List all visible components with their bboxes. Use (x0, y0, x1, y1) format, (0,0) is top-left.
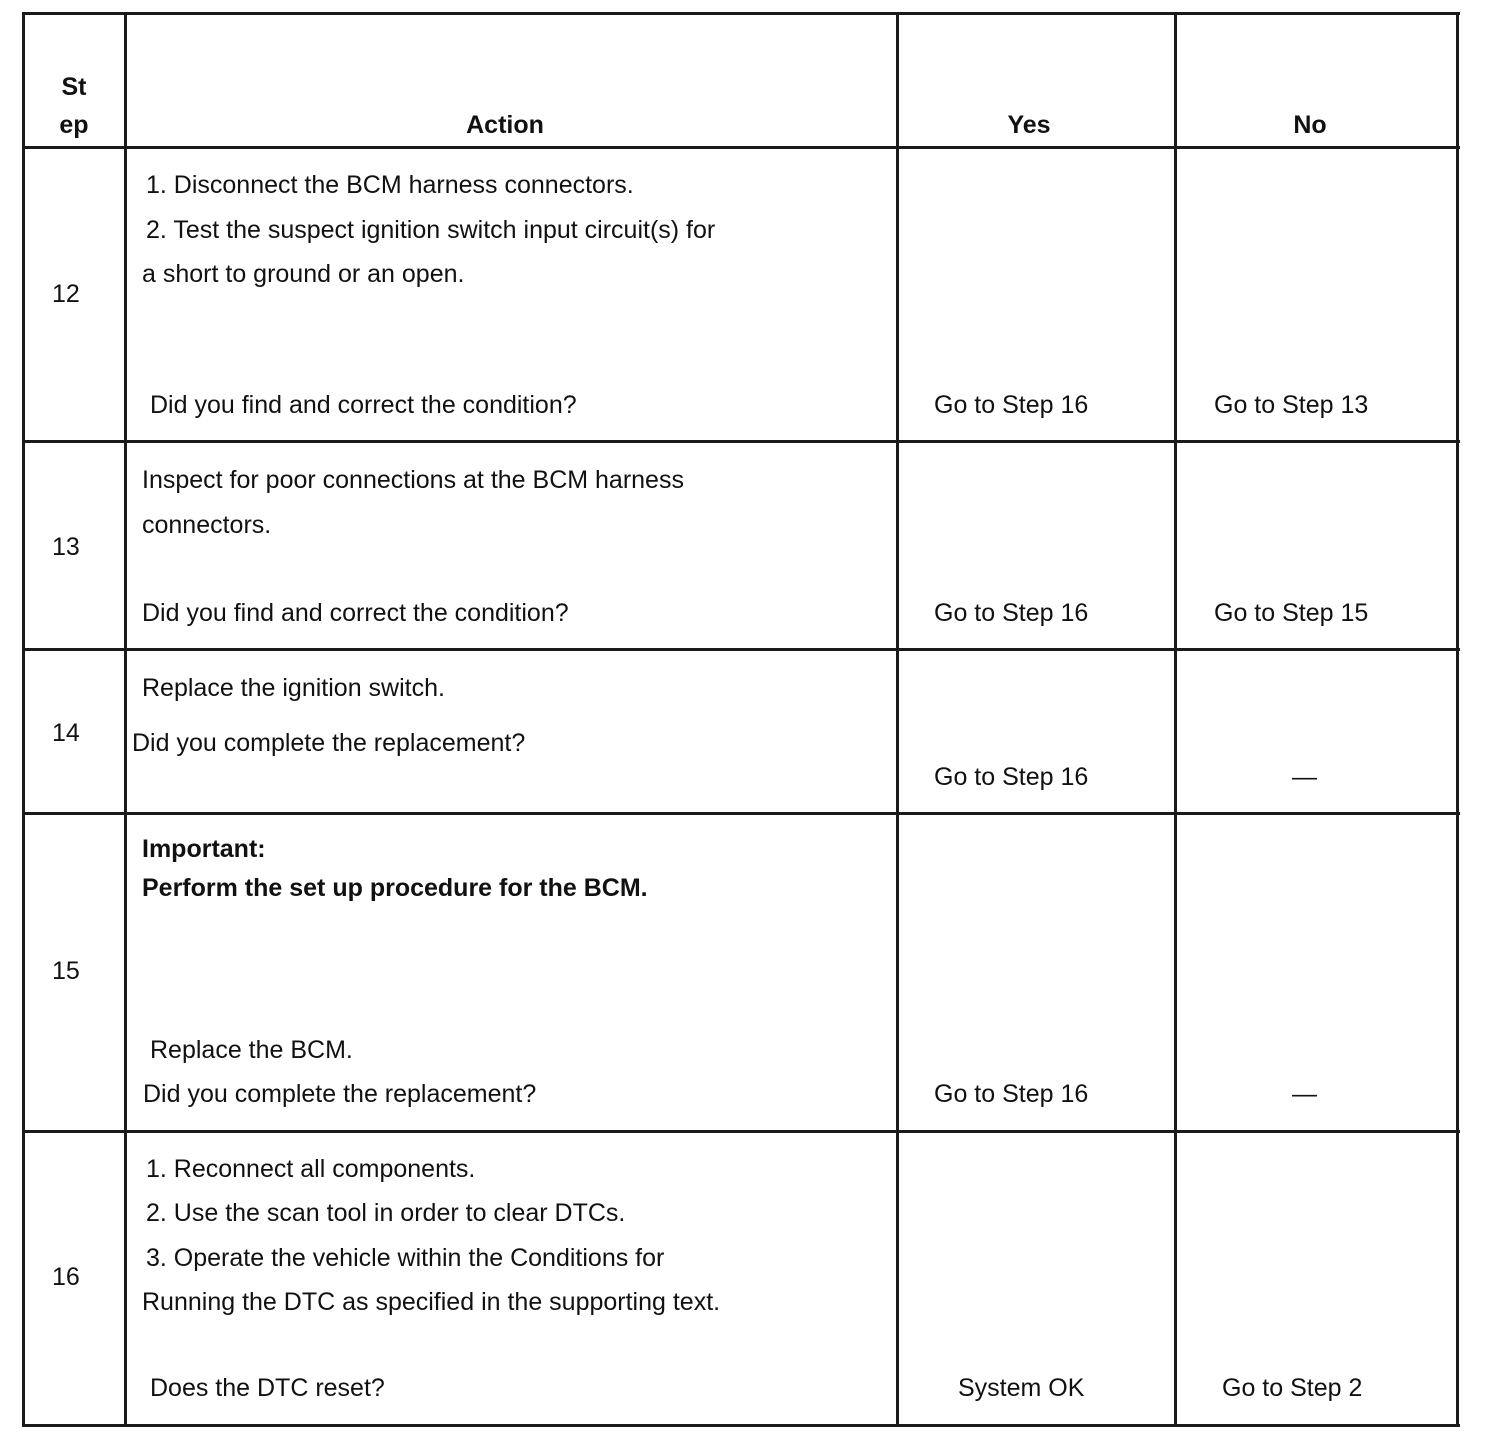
table-bottom-border (22, 1424, 1460, 1427)
header-step-line1: St (61, 73, 87, 101)
action-question: Did you find and correct the condition? (150, 391, 577, 419)
table-left-border (22, 12, 25, 1427)
action-question: Does the DTC reset? (150, 1374, 385, 1402)
action-yes-divider (896, 12, 899, 1427)
no-result: Go to Step 15 (1214, 599, 1369, 627)
header-bottom-border (22, 146, 1460, 149)
action-line: Replace the ignition switch. (142, 674, 445, 702)
action-line: 1. Reconnect all components. (146, 1155, 476, 1183)
no-result: — (1292, 1080, 1317, 1108)
step-number: 12 (52, 280, 80, 308)
step-number: 13 (52, 533, 80, 561)
row-12-bottom-border (22, 440, 1460, 443)
header-yes: Yes (1007, 111, 1051, 139)
header-step-line2: ep (59, 111, 89, 139)
no-result: — (1292, 763, 1317, 791)
step-number: 15 (52, 957, 80, 985)
important-label: Important: (142, 835, 266, 863)
action-line: connectors. (142, 511, 272, 539)
header-action: Action (466, 111, 544, 139)
action-line: 2. Use the scan tool in order to clear DTCs. (146, 1199, 626, 1227)
action-question: Did you complete the replacement? (143, 1080, 537, 1108)
yes-result: Go to Step 16 (934, 391, 1089, 419)
action-line: Running the DTC as specified in the supporting text. (142, 1288, 721, 1316)
yes-result: Go to Step 16 (934, 763, 1089, 791)
step-number: 14 (52, 719, 80, 747)
no-result: Go to Step 2 (1222, 1374, 1363, 1402)
row-14-bottom-border (22, 812, 1460, 815)
step-action-divider (124, 12, 127, 1427)
row-15-bottom-border (22, 1130, 1460, 1133)
header-no: No (1293, 111, 1327, 139)
action-question: Did you find and correct the condition? (142, 599, 569, 627)
no-result: Go to Step 13 (1214, 391, 1369, 419)
action-line: 3. Operate the vehicle within the Conditions for (146, 1244, 665, 1272)
yes-result: Go to Step 16 (934, 1080, 1089, 1108)
table-right-border (1456, 12, 1459, 1427)
important-text: Perform the set up procedure for the BCM. (142, 874, 648, 902)
yes-result: Go to Step 16 (934, 599, 1089, 627)
action-line: a short to ground or an open. (142, 260, 465, 288)
action-question: Did you complete the replacement? (132, 729, 526, 757)
step-number: 16 (52, 1263, 80, 1291)
row-13-bottom-border (22, 648, 1460, 651)
action-line: Replace the BCM. (150, 1036, 353, 1064)
table-top-border (22, 12, 1460, 15)
action-line: 1. Disconnect the BCM harness connectors. (146, 171, 634, 199)
action-line: 2. Test the suspect ignition switch input circuit(s) for (146, 216, 716, 244)
yes-result: System OK (958, 1374, 1085, 1402)
yes-no-divider (1174, 12, 1177, 1427)
action-line: Inspect for poor connections at the BCM harness (142, 466, 684, 494)
